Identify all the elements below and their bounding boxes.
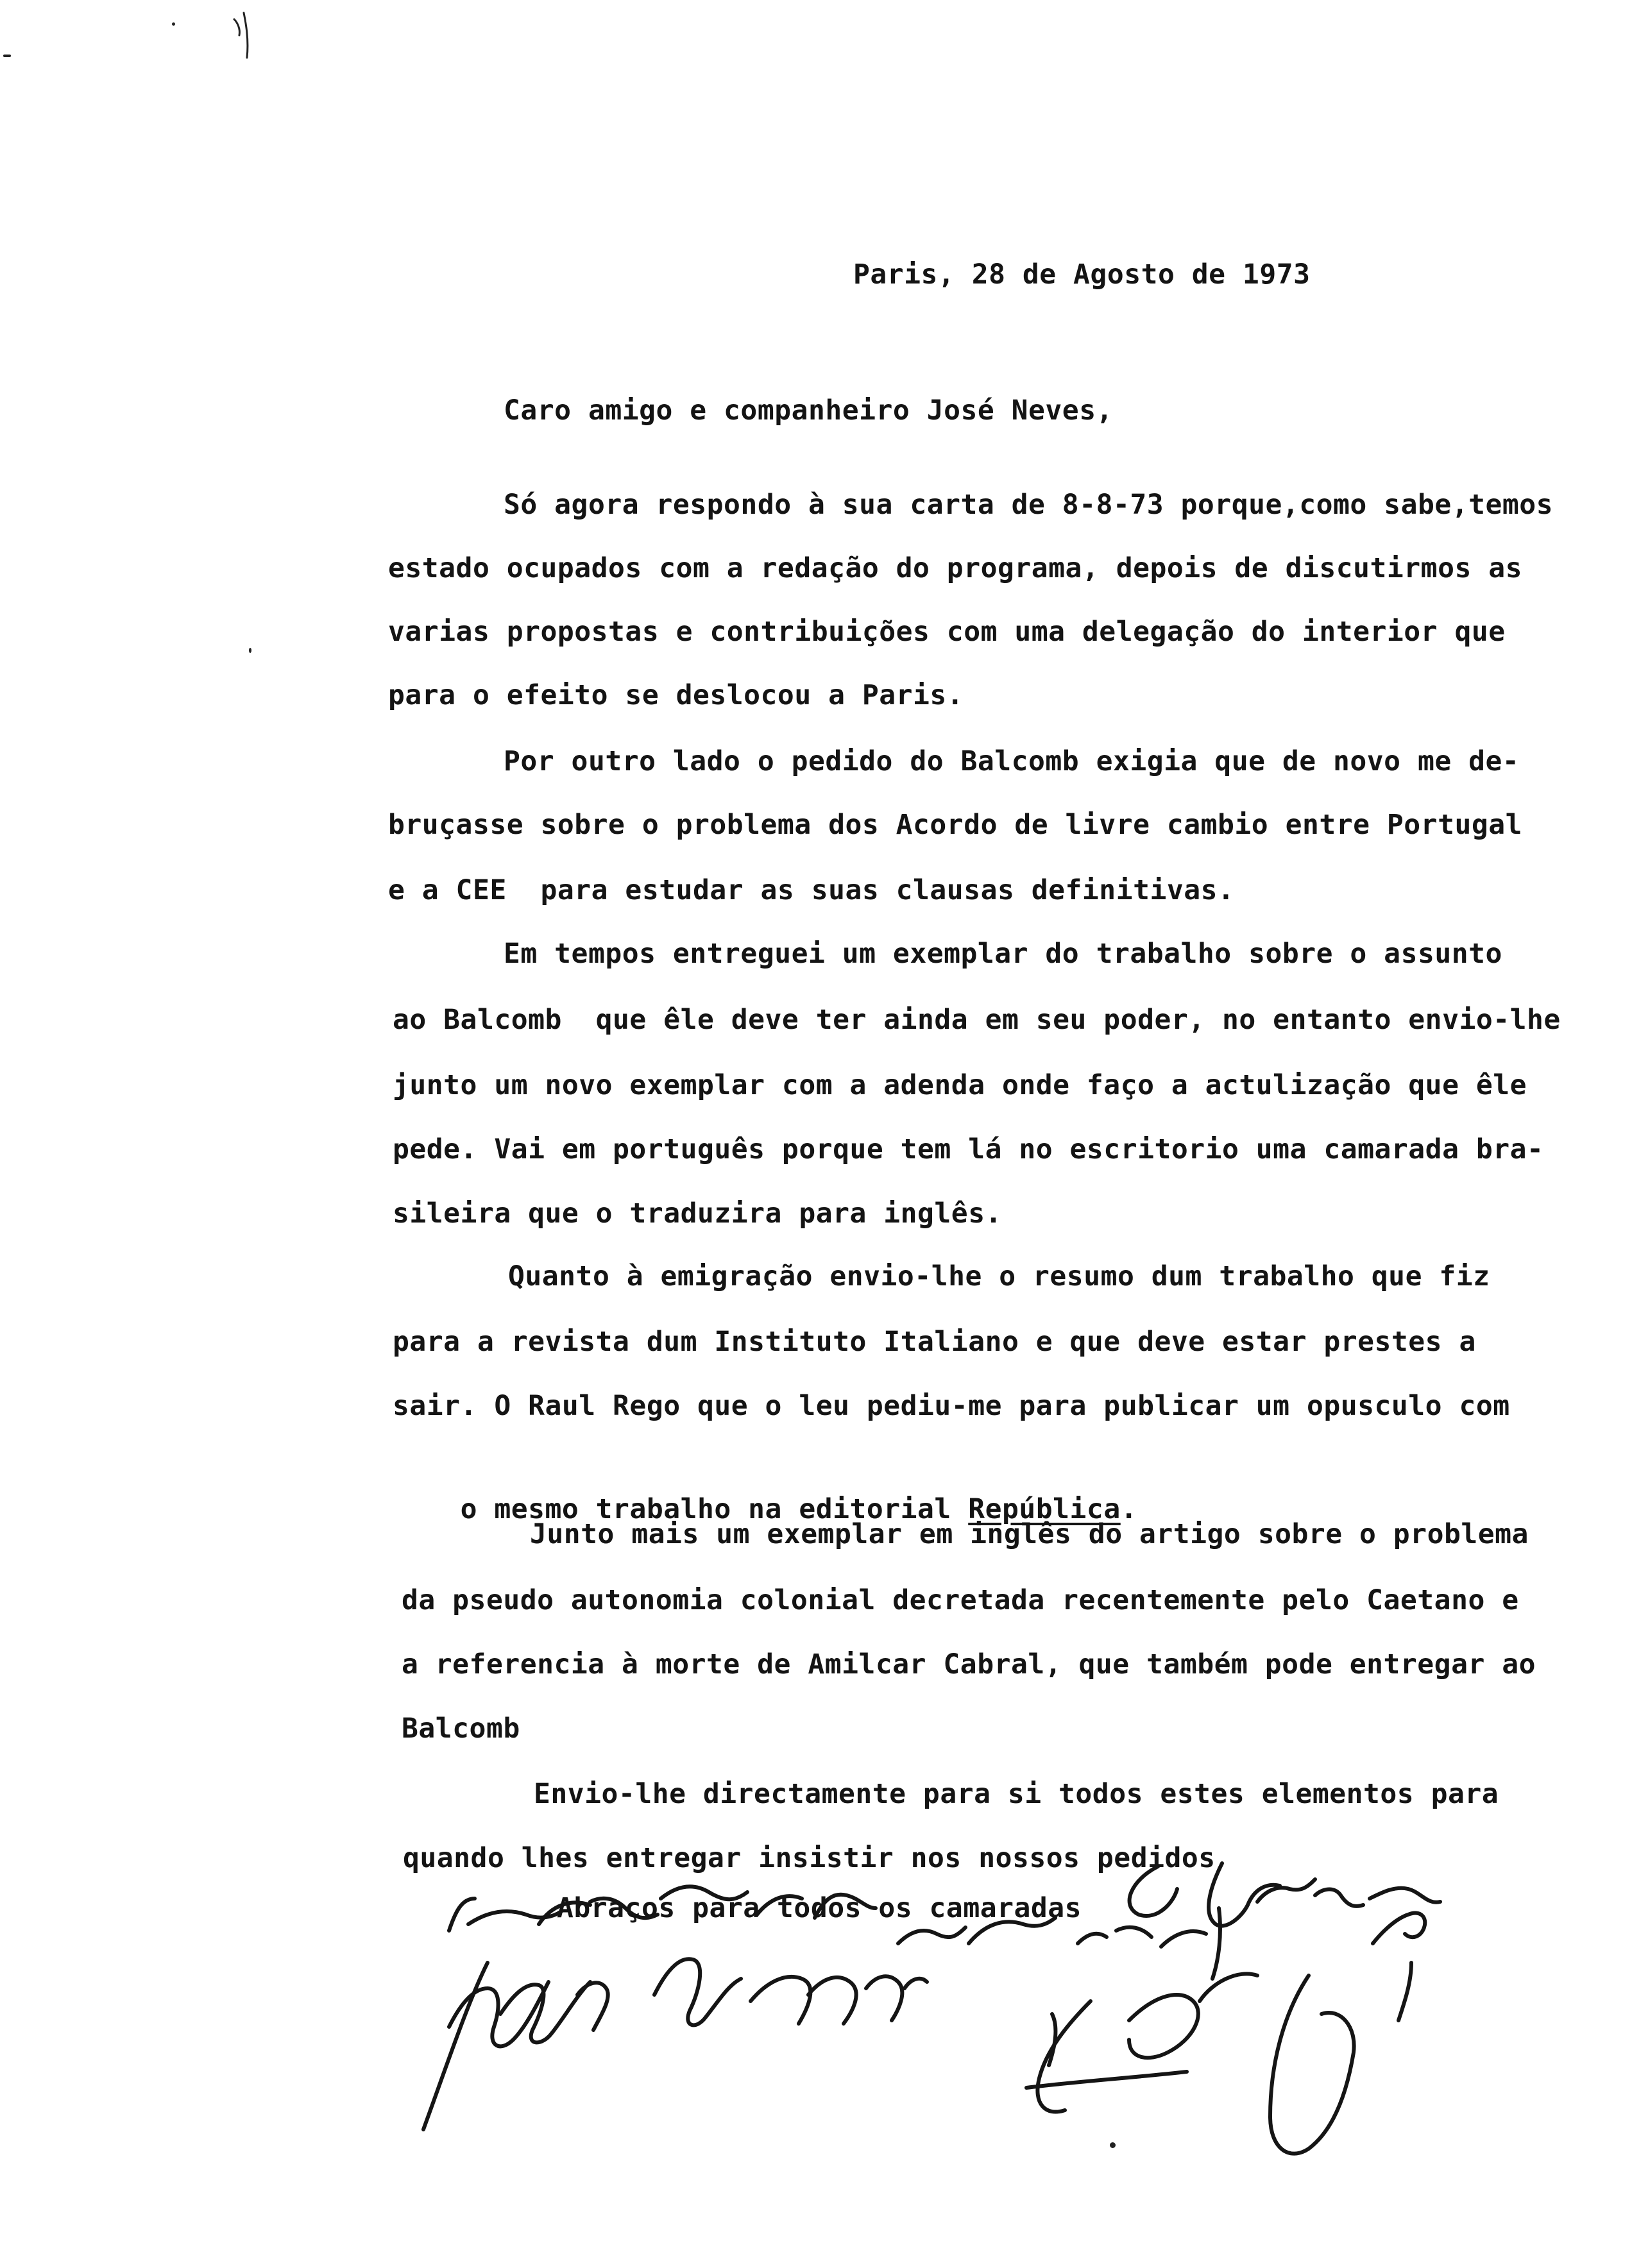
body-line-text: .: [1120, 1493, 1138, 1525]
body-line: quando lhes entregar insistir nos nossos pedidos: [403, 1842, 1216, 1874]
body-line: Balcomb: [402, 1713, 520, 1745]
body-line: Junto mais um exemplar em inglês do artigo sobre o problema: [530, 1518, 1529, 1550]
ink-speck: [1110, 2142, 1116, 2148]
place-date: Paris, 28 de Agosto de 1973: [853, 258, 1311, 291]
body-line: ao Balcomb que êle deve ter ainda em seu poder, no entanto envio-lhe: [393, 1004, 1561, 1036]
body-line: bruçasse sobre o problema dos Acordo de livre cambio entre Portugal: [388, 809, 1523, 841]
body-line-text: o mesmo trabalho na editorial: [460, 1493, 969, 1525]
ink-speck: [3, 55, 11, 57]
body-line: e a CEE para estudar as suas clausas definitivas.: [388, 874, 1235, 906]
body-line: Quanto à emigração envio-lhe o resumo dum trabalho que fiz: [508, 1260, 1490, 1292]
body-line: Em tempos entreguei um exemplar do trabalho sobre o assunto: [504, 938, 1502, 970]
body-line: junto um novo exemplar com a adenda onde faço a actulização que êle: [393, 1069, 1527, 1101]
body-line: estado ocupados com a redação do programa, depois de discutirmos as: [388, 552, 1523, 584]
salutation: Caro amigo e companheiro José Neves,: [504, 394, 1113, 427]
ink-speck: [249, 648, 251, 653]
closing: Abraços para todos os camaradas: [557, 1892, 1082, 1924]
ink-speck: [172, 22, 175, 26]
body-line: Por outro lado o pedido do Balcomb exigia que de novo me de-: [504, 745, 1520, 777]
body-line: Envio-lhe directamente para si todos estes elementos para: [534, 1778, 1499, 1810]
republica-underlined: República: [968, 1493, 1121, 1525]
body-line: varias propostas e contribuições com uma delegação do interior que: [388, 616, 1506, 648]
body-line: sair. O Raul Rego que o leu pediu-me para publicar um opusculo com: [393, 1390, 1510, 1422]
body-line: a referencia à morte de Amilcar Cabral, que também pode entregar ao: [402, 1648, 1536, 1680]
body-line: pede. Vai em português porque tem lá no escritorio uma camarada bra-: [393, 1133, 1544, 1165]
body-line: da pseudo autonomia colonial decretada recentemente pelo Caetano e: [402, 1584, 1519, 1616]
body-line: sileira que o traduzira para inglês.: [393, 1197, 1002, 1230]
body-line: para o efeito se deslocou a Paris.: [388, 679, 964, 711]
body-line: Só agora respondo à sua carta de 8-8-73 porque,como sabe,temos: [504, 489, 1554, 521]
body-line: para a revista dum Instituto Italiano e que deve estar prestes a: [393, 1326, 1476, 1358]
